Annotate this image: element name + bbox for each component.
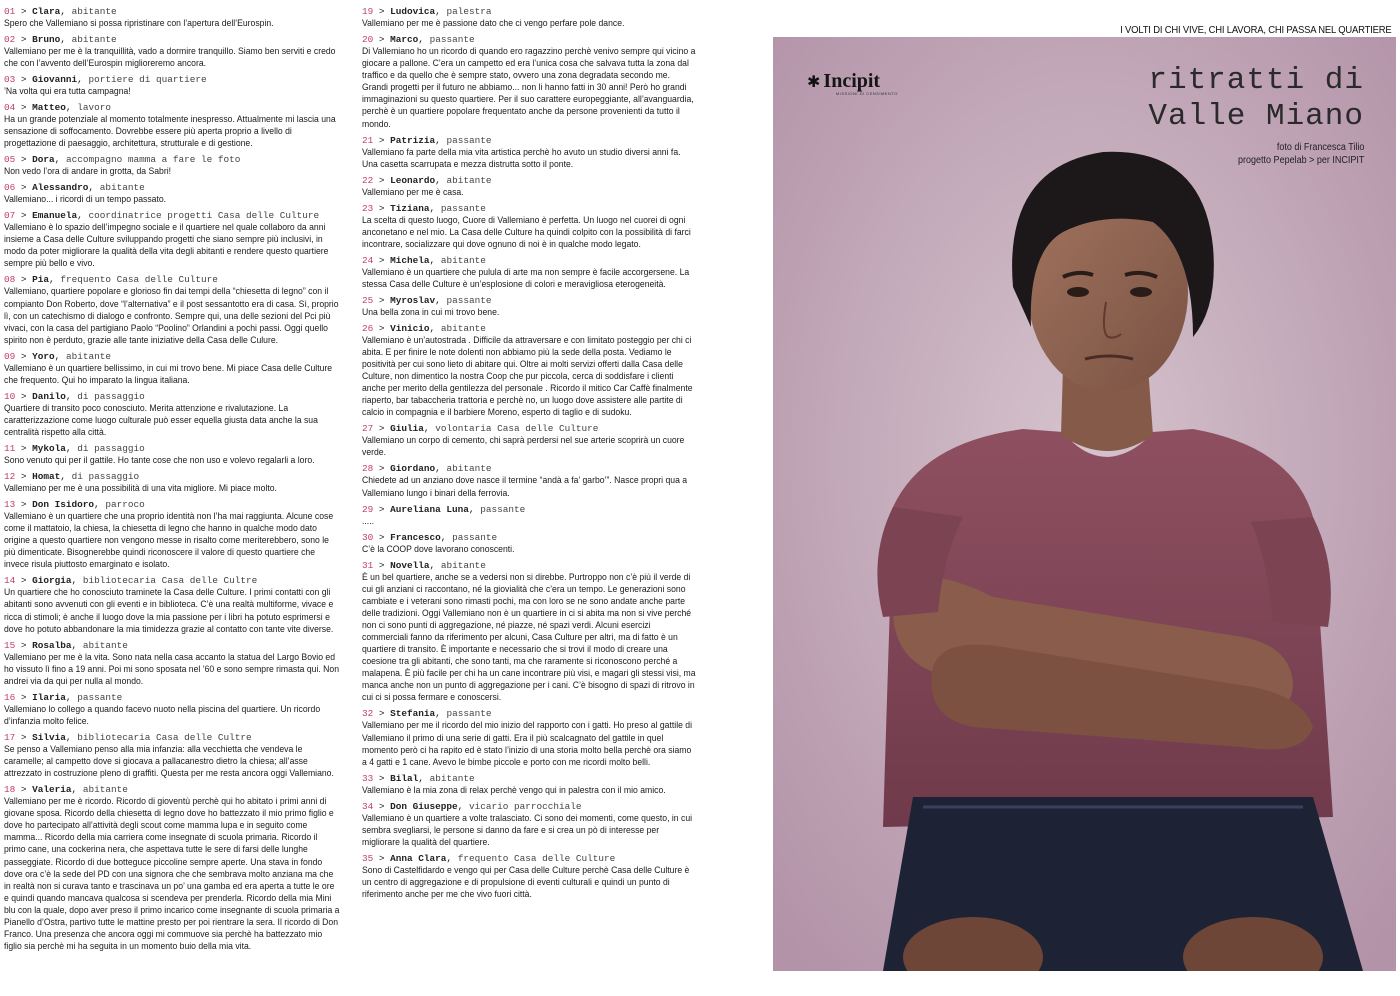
testimonial-text: Vallemiano è un quartiere a volte tralasciato. Ci sono dei momenti, come questo, in cui sembra svegliarsi, le persone si danno da fare e si crea un pò di interesse per migliorare la qualità del quartiere. xyxy=(362,812,693,848)
testimonial-name: Bruno xyxy=(32,33,61,45)
photo-credit: foto di Francesca Tilio progetto Pepelab > per INCIPIT xyxy=(1237,142,1364,166)
testimonial-role: di passaggio xyxy=(77,390,145,402)
testimonial-role: abitante xyxy=(71,33,117,45)
testimonial-role: abitante xyxy=(65,350,111,362)
testimonial-header: 04 > Matteo, lavoro xyxy=(4,102,111,114)
testimonial-number: 23 xyxy=(362,202,374,214)
testimonial-name: Mykola xyxy=(32,443,66,455)
testimonial-name: Marco xyxy=(390,33,419,45)
testimonial-entry xyxy=(4,391,340,439)
testimonial-entry xyxy=(362,801,698,849)
testimonial-entry xyxy=(4,351,340,387)
bird-icon: ✱ xyxy=(807,73,821,91)
testimonial-text: Vallemiano è un quartiere che pulula di arte ma non sempre è facile accorgersene. La stessa Casa delle Culture è un’esplosione di colori e meravigliosa eterogeneità. xyxy=(362,266,690,290)
testimonial-header: 07 > Emanuela, coordinatrice progetti Casa delle Culture xyxy=(4,210,320,222)
testimonial-header: 34 > Don Giuseppe, vicario parrocchiale xyxy=(362,800,582,812)
testimonial-number: 05 xyxy=(4,154,16,166)
testimonial-header: 09 > Yoro, abitante xyxy=(4,350,111,362)
testimonial-entry xyxy=(362,34,698,131)
testimonial-name: Homat xyxy=(32,471,61,483)
testimonial-header: 29 > Aureliana Luna, passante xyxy=(362,503,526,515)
testimonial-number: 15 xyxy=(4,639,16,651)
testimonial-entry xyxy=(4,6,340,30)
testimonial-role: volontaria Casa delle Culture xyxy=(435,423,599,435)
testimonial-role: abitante xyxy=(440,254,486,266)
testimonial-name: Michela xyxy=(390,254,430,266)
testimonial-entry xyxy=(362,853,698,901)
testimonial-number: 26 xyxy=(362,322,374,334)
testimonial-entry xyxy=(4,471,340,495)
testimonial-text: Di Vallemiano ho un ricordo di quando ero ragazzino perchè venivo sempre qui vicino a giocare a pallone. C’era un campetto ed era l’unica cosa che salvava tutta la zona dal traffico e da quello che è sempre stato, ovvero una zona degradata secondo me. Grandi progetti per il futuro ne abbiamo... non li hanno fatti in 30 anni! Però ho grandi immaginazioni su questo quartiere. Per il suo carattere europeggiante, all’avanguardia, perchè è un quartiere popolare frequentato anche da persone provenienti da tutto il mondo. xyxy=(362,45,696,130)
testimonial-entry xyxy=(4,74,340,98)
testimonial-number: 32 xyxy=(362,708,374,720)
testimonial-name: Francesco xyxy=(390,531,441,543)
testimonial-header: 33 > Bilal, abitante xyxy=(362,772,475,784)
testimonial-role: portiere di quartiere xyxy=(88,74,207,86)
testimonial-entry xyxy=(362,6,698,30)
testimonial-text: ..... xyxy=(362,515,374,527)
logo-subtitle: MISSIONI DI CENSIMENTO xyxy=(836,91,898,96)
testimonial-name: Aureliana Luna xyxy=(390,503,469,515)
testimonial-text: Quartiere di transito poco conosciuto. Merita attenzione e rivalutazione. La caratterizzazione come luogo culturale può esser equella giusta data anche la sua centralità rispetto alla città. xyxy=(4,402,318,439)
testimonial-name: Silvia xyxy=(32,731,66,743)
testimonial-header: 16 > Ilaria, passante xyxy=(4,691,123,703)
testimonial-header: 26 > Vinicio, abitante xyxy=(362,322,486,334)
testimonial-name: Vinicio xyxy=(390,322,430,334)
testimonial-role: passante xyxy=(446,134,492,146)
testimonial-role: abitante xyxy=(440,559,486,571)
testimonial-header: 11 > Mykola, di passaggio xyxy=(4,443,145,455)
testimonial-number: 16 xyxy=(4,691,16,703)
testimonial-number: 06 xyxy=(4,182,16,194)
testimonial-text: Se penso a Vallemiano penso alla mia infanzia: alla vecchietta che vendeva le caramelle; al campetto dove si giocava a pallacanestro dietro la chiesa; all’asse attrezzato in costruzione pleno di graffiti. Questa per me resta ancora oggi Vallemiano. xyxy=(4,743,334,780)
testimonial-name: Valeria xyxy=(32,784,72,796)
testimonial-text: Sono venuto qui per il gattile. Ho tante cose che non uso e volevo regalarli a loro. xyxy=(4,455,315,467)
portrait-photo xyxy=(773,37,1396,971)
testimonial-name: Don Isidoro xyxy=(32,499,95,511)
testimonial-role: passante xyxy=(440,202,486,214)
testimonial-number: 04 xyxy=(4,102,16,114)
testimonial-number: 14 xyxy=(4,575,16,587)
testimonial-role: accompagno mamma a fare le foto xyxy=(65,154,241,166)
testimonial-text: Vallemiano è un quartiere bellissimo, in cui mi trovo bene. Mi piace Casa delle Culture che frequento. Qui ho imparato la lingua italiana. xyxy=(4,362,333,386)
testimonial-role: vicario parrocchiale xyxy=(468,800,582,812)
testimonial-header: 10 > Danilo, di passaggio xyxy=(4,390,145,402)
testimonial-text: Vallemiano per me è la tranquillità, vado a dormire tranquillo. Siamo ben serviti e credo che con l’avvento dell’Eurospin miglioreremo ancora. xyxy=(4,45,336,70)
testimonial-number: 09 xyxy=(4,350,16,362)
testimonial-entry xyxy=(362,532,698,556)
left-eye xyxy=(1067,287,1089,297)
testimonial-entry xyxy=(362,323,698,420)
testimonial-header: 12 > Homat, di passaggio xyxy=(4,471,140,483)
portrait-figure xyxy=(773,37,1396,971)
testimonial-header: 28 > Giordano, abitante xyxy=(362,463,492,475)
testimonial-name: Danilo xyxy=(32,390,66,402)
testimonial-header: 18 > Valeria, abitante xyxy=(4,784,128,796)
testimonial-header: 22 > Leonardo, abitante xyxy=(362,174,492,186)
testimonial-header: 05 > Dora, accompagno mamma a fare le foto xyxy=(4,154,241,166)
testimonial-header: 03 > Giovanni, portiere di quartiere xyxy=(4,74,207,86)
testimonial-text: Vallemiano per me il ricordo del mio inizio del rapporto con i gatti. Ho preso al gattile di Vallemiano il primo di una serie di gatti. Era il più scalcagnato del gattile in quel momento però ci ha rapito ed è stato l’inizio di una storia molto bella perchè ora siamo a 4 gatti e 1 cane. Avevo le bimbe piccole e porto con me ricordi molto belli. xyxy=(362,720,693,768)
testimonial-number: 02 xyxy=(4,33,16,45)
testimonial-header: 19 > Ludovica, palestra xyxy=(362,6,492,17)
testimonial-number: 33 xyxy=(362,772,374,784)
testimonial-role: bibliotecaria Casa delle Cultre xyxy=(82,575,258,587)
testimonial-role: bibliotecaria Casa delle Cultre xyxy=(77,731,252,743)
testimonial-entry xyxy=(4,102,340,150)
testimonial-name: Novella xyxy=(390,559,430,571)
testimonial-number: 20 xyxy=(362,33,374,45)
testimonial-number: 03 xyxy=(4,74,16,86)
testimonial-entry xyxy=(4,154,340,178)
testimonial-text: Vallemiano è un’autostrada . Difficile da attraversare e con limitato posteggio per chi ci abita. E per finire le note dolenti non abbiamo più la sede della posta. Vediamo le positività per cui sono lieto di abitare qui. Oltre ai molti servizi offerti dalla Casa delle Culture, non dimentico la nostra Coop che pur piccola, cerca di soddisfare i clienti anche per merito della gentilezza del personale . Ricordo il mitico Car Caffè finalmente riaperto, bar tabaccheria trattoria e perchè no, un luogo dove assistere alle partite di calcio in compagnia e il barbiere Moreno, esperto di taglio e di sudoku. xyxy=(362,334,693,419)
testimonial-role: abitante xyxy=(82,784,128,796)
testimonial-text: Vallemiano, quartiere popolare e glorioso fin dai tempi della “chiesetta di legno” con il compianto Don Roberto, dove “l’alternativa” e il post sessantotto era di casa. Sì, proprio lì, con un catechismo di dialogo e confronto. Sempre qui, una delle sezioni del Pci più vivaci, con la casa del partigiano Paolo “Poolino” Orlandini a pochi passi. Oggi quello spirito non è perduto, grazie alle tante iniziative della Casa delle Culure. xyxy=(4,286,339,346)
testimonial-number: 34 xyxy=(362,800,374,812)
testimonial-name: Giulia xyxy=(390,423,424,435)
testimonial-header: 02 > Bruno, abitante xyxy=(4,33,117,45)
testimonial-name: Emanuela xyxy=(32,210,78,222)
testimonial-entry xyxy=(4,499,340,571)
testimonial-entry xyxy=(4,784,340,953)
testimonial-text: Vallemiano per me è ricordo. Ricordo di gioventù perchè qui ho abitato i primi anni di giovane sposa. Ricordo della chiesetta di legno dove ho battezzato il mio primo figlio e dove ho partecipato all’attività degli scout come mamma lupa e in seguito come mamma... Ricordo della mia carriera come insegnate di scuola primaria. Ricordo il primo cane, una cockerina nera, che aspettava tutte le sere di farsi delle lunghe passeggiate. Ricordo di due botteguce piccoline sempre aperte. Una stava in fondo dove ora c’è la sede del PD con una signora che che sembrava molto anziana ma che in realtà non si curava tanto e trascinava un po’ una gamba ed era aperta a tutte le ore e quindi quando mancava qualcosa si scendeva per prenderla. Ricordo della mia Mini blu con la quale, dopo aver preso il primo incarico come insegnante di scuola primaria a Pianello d’Ostra, partivo tutte le mattine presto per poi rientrare la sera. Il ricordo di Don Franco. Una presenza che ancora oggi mi commuove sia perchè ha battezzato mio figlio sia perchè mi ha seguita in un momento buio della mia vita. xyxy=(4,796,340,953)
testimonial-name: Stefania xyxy=(390,708,436,720)
testimonial-name: Tiziana xyxy=(390,202,430,214)
testimonial-text: Spero che Vallemiano si possa ripristinare con l’apertura dell’Eurospin. xyxy=(4,18,274,29)
testimonial-entry xyxy=(362,504,698,528)
testimonial-number: 12 xyxy=(4,471,16,483)
testimonial-text: La scelta di questo luogo, Cuore di Vallemiano è perfetta. Un luogo nel cuorei di ogni anconetano e nel mio. La Casa delle Culture ha quindi colpito con la possibilità di farci incontrare, socializzare qui dove ognuno di noi è in qualche modo legato. xyxy=(362,214,691,250)
testimonial-role: abitante xyxy=(429,772,475,784)
testimonial-name: Giordano xyxy=(390,463,436,475)
incipit-logo: ✱ Incipit xyxy=(807,70,881,92)
testimonial-text: Vallemiano è lo spazio dell’impegno sociale e il quartiere nel quale collaboro da anni insieme a Casa delle Culture sviluppando progetti che siano sempre più inclusivi, in modo da poter migliorare la qualità della vita degli abitanti e rendere questo quartiere sempre più bello e vivo. xyxy=(4,222,329,270)
testimonial-text: Vallemiano è un quartiere che una proprio identità non l’ha mai raggiunta. Alcune cose come il mattatoio, la chiesa, la chiesetta di legno che hanno in qualche modo dato origine a questo quartiere non vengono messe in risalto come meriterebbero, sono le più dimenticate. Bisognerebbe quindi riconoscere il valore di questo quartiere che invece risula piuttosto emarginato e isolato. xyxy=(4,511,334,571)
testimonials-column-left xyxy=(4,6,340,957)
testimonial-header: 25 > Myroslav, passante xyxy=(362,294,492,306)
testimonial-name: Patrizia xyxy=(390,134,436,146)
testimonial-text: Non vedo l’ora di andare in grotta, da Sabri! xyxy=(4,166,172,178)
testimonial-role: di passaggio xyxy=(71,471,140,483)
testimonial-entry xyxy=(4,182,340,206)
testimonial-entry xyxy=(362,463,698,499)
testimonial-name: Matteo xyxy=(32,102,66,114)
testimonial-role: passante xyxy=(480,503,526,515)
testimonial-text: Un quartiere che ho conosciuto traminete la Casa delle Culture. I primi contatti con gli abitanti sono avvenuti con gli eventi e in biblioteca. C’è una realtà multiforme, vivace e ricca di stimoli; è anche il luogo dove la mia passione per i libri ha potuto esprimersi e dove ho potuto abbandonare la mia timidezza grazie al contatto con tante vite diverse. xyxy=(4,587,334,635)
testimonial-entry xyxy=(4,274,340,346)
tagline: I VOLTI DI CHI VIVE, CHI LAVORA, CHI PASSA NEL QUARTIERE xyxy=(1120,24,1392,36)
testimonial-header: 17 > Silvia, bibliotecaria Casa delle Cultre xyxy=(4,731,252,743)
testimonial-entry xyxy=(362,560,698,705)
testimonial-entry xyxy=(4,732,340,780)
testimonial-text: Sono di Castelfidardo e vengo qui per Casa delle Culture perchè Casa delle Culture è un centro di aggregazione e di propulsione di eventi culturali e quindi un punto di riferimento anche per me che vivo fuori città. xyxy=(362,864,690,901)
testimonial-entry xyxy=(4,692,340,728)
testimonial-name: Pia xyxy=(32,274,50,286)
testimonial-number: 21 xyxy=(362,134,374,146)
testimonial-role: lavoro xyxy=(77,102,111,114)
testimonial-entry xyxy=(362,203,698,251)
testimonial-role: abitante xyxy=(99,182,145,194)
testimonial-number: 11 xyxy=(4,443,16,455)
testimonial-entry xyxy=(4,640,340,688)
testimonial-name: Bilal xyxy=(390,772,419,784)
testimonial-number: 08 xyxy=(4,274,16,286)
testimonial-number: 27 xyxy=(362,423,374,435)
testimonial-text: Vallemiano fa parte della mia vita artistica perchè ho avuto un studio diversi anni fa. Una casetta scarrupata e mezza distrutta sotto il ponte. xyxy=(362,146,681,170)
testimonial-header: 32 > Stefania, passante xyxy=(362,708,492,720)
testimonial-number: 13 xyxy=(4,499,16,511)
testimonial-entry xyxy=(362,773,698,797)
testimonial-number: 24 xyxy=(362,254,374,266)
testimonial-header: 35 > Anna Clara, frequento Casa delle Culture xyxy=(362,852,616,864)
testimonial-text: Ha un grande potenziale al momento totalmente inespresso. Attualmente mi lascia una sensazione di soffocamento. Dovrebbe essere più aperta proprio a livello di progettazione di paesaggio, architettura, strutturale e di gestione. xyxy=(4,114,336,150)
testimonial-header: 23 > Tiziana, passante xyxy=(362,202,486,214)
testimonial-number: 22 xyxy=(362,174,374,186)
testimonial-entry xyxy=(4,443,340,467)
testimonial-text: ’Na volta qui era tutta campagna! xyxy=(4,86,131,98)
testimonial-number: 01 xyxy=(4,6,16,17)
testimonial-name: Clara xyxy=(32,6,61,17)
testimonial-name: Don Giuseppe xyxy=(390,800,458,812)
testimonial-role: abitante xyxy=(446,463,492,475)
testimonial-header: 27 > Giulia, volontaria Casa delle Culture xyxy=(362,423,599,435)
testimonials-column-right xyxy=(362,6,698,905)
testimonial-role: passante xyxy=(452,531,498,543)
testimonial-role: parroco xyxy=(105,499,145,511)
testimonial-role: frequento Casa delle Culture xyxy=(60,274,218,286)
testimonial-role: passante xyxy=(446,294,492,306)
testimonial-text: Una bella zona in cui mi trovo bene. xyxy=(362,306,500,318)
testimonial-number: 10 xyxy=(4,390,16,402)
testimonial-name: Dora xyxy=(32,154,55,166)
testimonial-number: 30 xyxy=(362,531,374,543)
testimonial-entry xyxy=(4,34,340,70)
right-eye xyxy=(1130,287,1152,297)
testimonial-header: 21 > Patrizia, passante xyxy=(362,134,492,146)
testimonial-header: 30 > Francesco, passante xyxy=(362,531,498,543)
testimonial-header: 24 > Michela, abitante xyxy=(362,254,486,266)
testimonial-name: Yoro xyxy=(32,350,55,362)
testimonial-text: Chiedete ad un anziano dove nasce il termine “andà a fa’ garbo’”. Nasce propri qua a Vallemiano lungo i binari della ferrovia. xyxy=(362,475,688,499)
testimonial-text: È un bel quartiere, anche se a vedersi non si direbbe. Purtroppo non c’è più il verde di cui gli anziani ci raccontano, né la giovialità che c’era un tempo. Le generazioni sono cambiate e i veterani sono rimasti pochi, ma con loro se ne sono andate anche parte delle tradizioni. Oggi Vallemiano non è un quartiere in ci si abita ma non si vive perché non ci sono punti di aggregazione, né piazze, né spazi verdi. Alcuni esercizi commerciali fanno da riferimento per alcuni, Casa Culture per altri, ma di fatto è un quartiere di transito. È importante e necessario che si trovi il modo di creare una coesione tra gli abitanti, che sono tanti, ma che raramente si riconoscono perché a malapena. È più facile per chi ha un cane incontrare più visi, e magari gli stessi visi, ma manca anche non un punto di aggregazione per i cani. C’è bisogno di spazi di ritrovo in cui ci si possa fermare e conoscersi. xyxy=(362,571,696,704)
testimonial-number: 17 xyxy=(4,731,16,743)
testimonial-name: Giovanni xyxy=(32,74,78,86)
testimonial-header: 06 > Alessandro, abitante xyxy=(4,182,145,194)
testimonial-text: Vallemiano... i ricordi di un tempo passato. xyxy=(4,194,167,206)
testimonial-number: 25 xyxy=(362,294,374,306)
testimonial-name: Myroslav xyxy=(390,294,436,306)
testimonial-number: 18 xyxy=(4,784,16,796)
testimonial-name: Alessandro xyxy=(32,182,89,194)
testimonial-name: Leonardo xyxy=(390,174,436,186)
testimonial-entry xyxy=(362,295,698,319)
testimonial-name: Ilaria xyxy=(32,691,66,703)
testimonial-text: Vallemiano per me è passione dato che ci vengo perfare pole dance. xyxy=(362,18,625,29)
testimonial-text: Vallemiano per me è una possibilità di una vita migliore. Mi piace molto. xyxy=(4,483,277,495)
testimonial-number: 35 xyxy=(362,852,374,864)
testimonial-name: Ludovica xyxy=(390,6,436,17)
testimonial-header: 20 > Marco, passante xyxy=(362,33,475,45)
testimonial-number: 31 xyxy=(362,559,374,571)
page-title: ritratti di Valle Miano xyxy=(1148,63,1364,134)
testimonial-role: abitante xyxy=(82,639,128,651)
testimonial-entry xyxy=(362,135,698,171)
testimonial-text: Vallemiano lo collego a quando facevo nuoto nella piscina del quartiere. Un ricordo d’infanzia molto felice. xyxy=(4,703,321,727)
testimonial-number: 29 xyxy=(362,503,374,515)
testimonial-role: abitante xyxy=(446,174,492,186)
testimonial-text: C’è la COOP dove lavorano conoscenti. xyxy=(362,543,515,555)
testimonial-name: Anna Clara xyxy=(390,852,447,864)
testimonial-role: passante xyxy=(429,33,475,45)
testimonial-text: Vallemiano per me è casa. xyxy=(362,186,464,198)
testimonial-role: passante xyxy=(77,691,123,703)
testimonial-number: 19 xyxy=(362,6,374,17)
testimonial-name: Giorgia xyxy=(32,575,72,587)
testimonial-text: Vallemiano è la mia zona di relax perchè vengo qui in palestra con il mio amico. xyxy=(362,784,666,796)
testimonial-entry xyxy=(4,575,340,635)
testimonial-entry xyxy=(362,175,698,199)
testimonial-role: di passaggio xyxy=(77,443,145,455)
testimonial-name: Rosalba xyxy=(32,639,72,651)
testimonial-role: frequento Casa delle Culture xyxy=(457,852,616,864)
testimonial-header: 13 > Don Isidoro, parroco xyxy=(4,499,145,511)
testimonial-header: 15 > Rosalba, abitante xyxy=(4,639,128,651)
testimonial-header: 14 > Giorgia, bibliotecaria Casa delle Cultre xyxy=(4,575,258,587)
testimonial-header: 08 > Pia, frequento Casa delle Culture xyxy=(4,274,218,286)
testimonial-role: passante xyxy=(446,708,492,720)
testimonial-header: 31 > Novella, abitante xyxy=(362,559,486,571)
testimonial-entry xyxy=(362,255,698,291)
testimonial-entry xyxy=(362,423,698,459)
testimonial-role: palestra xyxy=(446,6,492,17)
testimonial-number: 28 xyxy=(362,463,374,475)
testimonial-role: coordinatrice progetti Casa delle Culture xyxy=(88,210,320,222)
testimonial-header: 01 > Clara, abitante xyxy=(4,6,117,17)
testimonial-entry xyxy=(4,210,340,270)
testimonial-text: Vallemiano per me è la vita. Sono nata nella casa accanto la statua del Largo Bovio ed ho vissuto lì fino a 19 anni. Poi mi sono sposata nel ’60 e sono sempre rimasta qui. Non andrei via da qui per nulla al mondo. xyxy=(4,651,340,687)
testimonial-role: abitante xyxy=(440,322,486,334)
testimonial-role: abitante xyxy=(71,6,117,17)
testimonial-text: Vallemiano un corpo di cemento, chi saprà perdersi nel sue arterie scoprirà un cuore verde. xyxy=(362,435,685,459)
testimonial-number: 07 xyxy=(4,210,16,222)
testimonial-entry xyxy=(362,708,698,768)
